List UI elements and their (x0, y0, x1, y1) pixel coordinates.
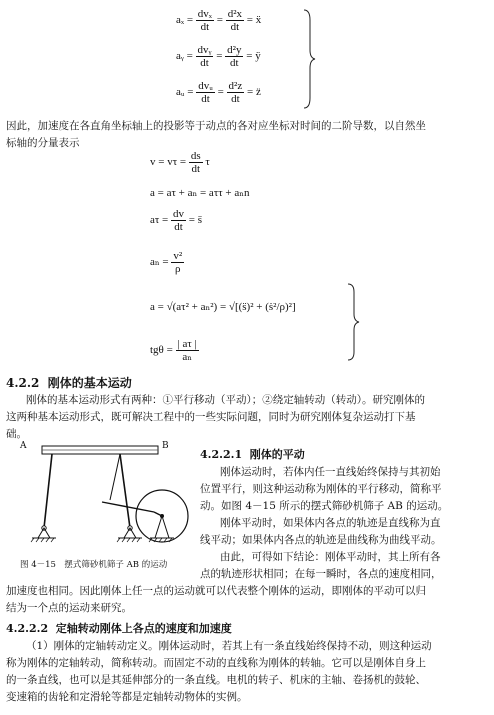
equation-normal-acceleration: aₙ = $\frac{\text{v²}}{\rho}$ (150, 250, 183, 275)
equation-acceleration-magnitude: a = √(aτ² + aₙ²) = √[(s̈)² + (ṡ²/ρ)²] (150, 301, 296, 313)
equation-ay: aᵧ = $\frac{\text{dvᵧ}}{dt}$ = $\frac{\text{d²y}}{dt}$ = ÿ (176, 44, 261, 69)
equation-angle: tgθ = $\frac{| a\tau |}{\text{aₙ}}$ (150, 338, 197, 363)
figure-sieve-mechanism (22, 440, 202, 550)
right-brace-2 (346, 282, 360, 362)
paragraph-intro: 因此，加速度在各直角坐标轴上的投影等于动点的各对应坐标对时间的二阶导数，以自然坐 标轴的分量表示 (6, 120, 426, 149)
figure-label-b: B (162, 441, 169, 451)
rod-left (44, 454, 52, 528)
section-heading-4-2-2: 4.2.2 刚体的基本运动 (6, 376, 132, 390)
equation-az: aᵤ = $\frac{\text{dvᵤ}}{dt}$ = $\frac{\text{d²z}}{dt}$ = z̈ (176, 80, 261, 105)
figure-label-a: A (20, 441, 27, 451)
paragraph-translation-definition: 刚体运动时，若体内任一直线始终保持与其初始 位置平行，则这种运动称为刚体的平行移动，简称平 动。如图 4－15 所示的摆式筛砂机筛子 AB 的运动。 (200, 466, 449, 512)
section-heading-4-2-2-1: 4.2.2.1 刚体的平动 (200, 448, 305, 461)
equation-acceleration-vector: a = aτ + aₙ = aττ + aₙn (150, 187, 250, 199)
rod-right (120, 454, 130, 528)
right-brace-1 (302, 8, 316, 110)
equation-velocity: v = vτ = $\frac{ds}{dt}$ τ (150, 150, 210, 175)
paragraph-translation-types: 刚体平动时，如果体内各点的轨迹是直线称为直 线平动；如果体内各点的轨迹是曲线称为曲线平动。 (200, 517, 442, 546)
section-heading-4-2-2-2: 4.2.2.2 定轴转动刚体上各点的速度和加速度 (6, 622, 232, 635)
paragraph-rotation-definition: （1）刚体的定轴转动定义。刚体运动时，若其上有一条直线始终保持不动，则这种运动 称为刚体的定轴转动，简称转动。而固定不动的直线称为刚体的转轴。它可以是刚体自身上 的一条直线，也可以是其延伸部分的一条直线。电机的转子、机床的主轴、卷扬机的鼓轮、 变速箱的齿轮和定滑轮等都是定轴转动物体的实例。 (6, 640, 432, 703)
figure-caption: 图 4－15 摆式筛砂机筛子 AB 的运动 (20, 560, 168, 570)
paragraph-conclusion-part1: 由此，可得如下结论：刚体平动时，其上所有各 点的轨迹形状相同；在每一瞬时，各点的速度相同， (200, 551, 442, 580)
paragraph-conclusion-part2: 加速度也相同。因此刚体上任一点的运动就可以代表整个刚体的运动，即刚体的平动可以归 结为一个点的运动来研究。 (6, 585, 426, 614)
equation-ax: aₓ = $\frac{\text{dvₓ}}{dt}$ = $\frac{\text{d²x}}{dt}$ = ẍ (176, 8, 262, 33)
equation-tangential-acceleration: aτ = $\frac{dv}{dt}$ = s̈ (150, 208, 202, 233)
paragraph-basic-motion: 刚体的基本运动形式有两种：①平行移动（平动）；②绕定轴转动（转动）。研究刚体的 这两种基本运动形式，既可解决工程中的一些实际问题，同时为研究刚体复杂运动打下基 础。 (6, 394, 425, 440)
